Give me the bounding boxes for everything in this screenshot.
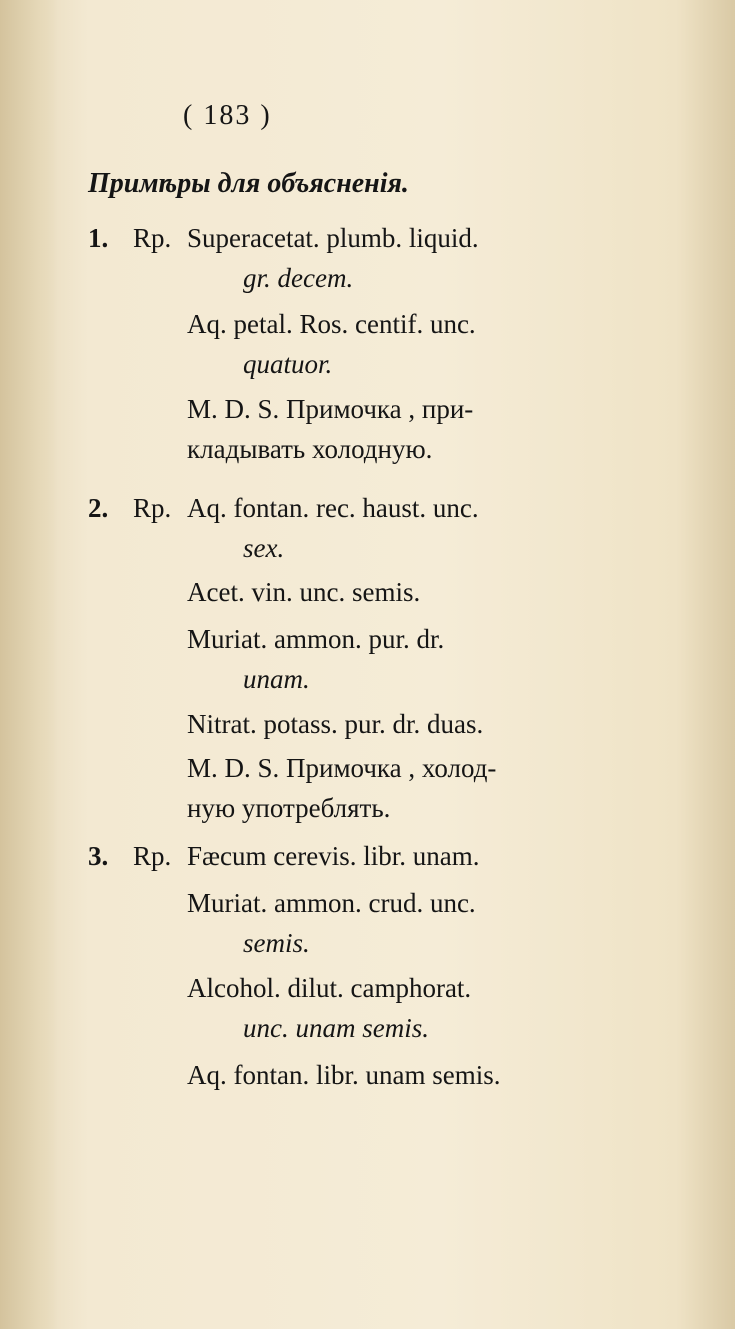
recipe-line: gr. decem.	[243, 263, 354, 293]
recipe-line: Alcohol. dilut. camphorat.	[187, 973, 472, 1003]
recipe-number: 2.	[88, 493, 109, 523]
recipe-rp: Rp.	[133, 841, 172, 871]
recipe-line: Aq. petal. Ros. centif. unc.	[187, 309, 476, 339]
recipe-line: Nitrat. potass. pur. dr. duas.	[187, 709, 484, 739]
recipe-line: sex.	[243, 533, 285, 563]
recipe-line: unc. unam semis.	[243, 1013, 429, 1043]
recipe-rp: Rp.	[133, 493, 172, 523]
recipe-line: кладывать холодную.	[187, 434, 433, 464]
page-number: ( 183 )	[183, 100, 272, 131]
recipe-line: Aq. fontan. libr. unam semis.	[187, 1060, 501, 1090]
page-heading: Примѣры для объясненія.	[88, 168, 409, 199]
recipe-line: semis.	[243, 928, 310, 958]
recipe-line: M. D. S. Примочка , холод-	[187, 753, 497, 783]
recipe-line: quatuor.	[243, 349, 333, 379]
recipe-line: Muriat. ammon. crud. unc.	[187, 888, 476, 918]
recipe-line: Muriat. ammon. pur. dr.	[187, 624, 445, 654]
recipe-number: 3.	[88, 841, 109, 871]
recipe-line: Fæcum cerevis. libr. unam.	[187, 841, 480, 871]
recipe-line: Aq. fontan. rec. haust. unc.	[187, 493, 479, 523]
recipe-rp: Rp.	[133, 223, 172, 253]
recipe-line: Acet. vin. unc. semis.	[187, 577, 421, 607]
recipe-line: unam.	[243, 664, 310, 694]
recipe-line: Superacetat. plumb. liquid.	[187, 223, 479, 253]
recipe-number: 1.	[88, 223, 109, 253]
recipe-line: ную употреблять.	[187, 793, 391, 823]
recipe-line: M. D. S. Примочка , при-	[187, 394, 474, 424]
page-gutter-shadow	[0, 0, 58, 1329]
